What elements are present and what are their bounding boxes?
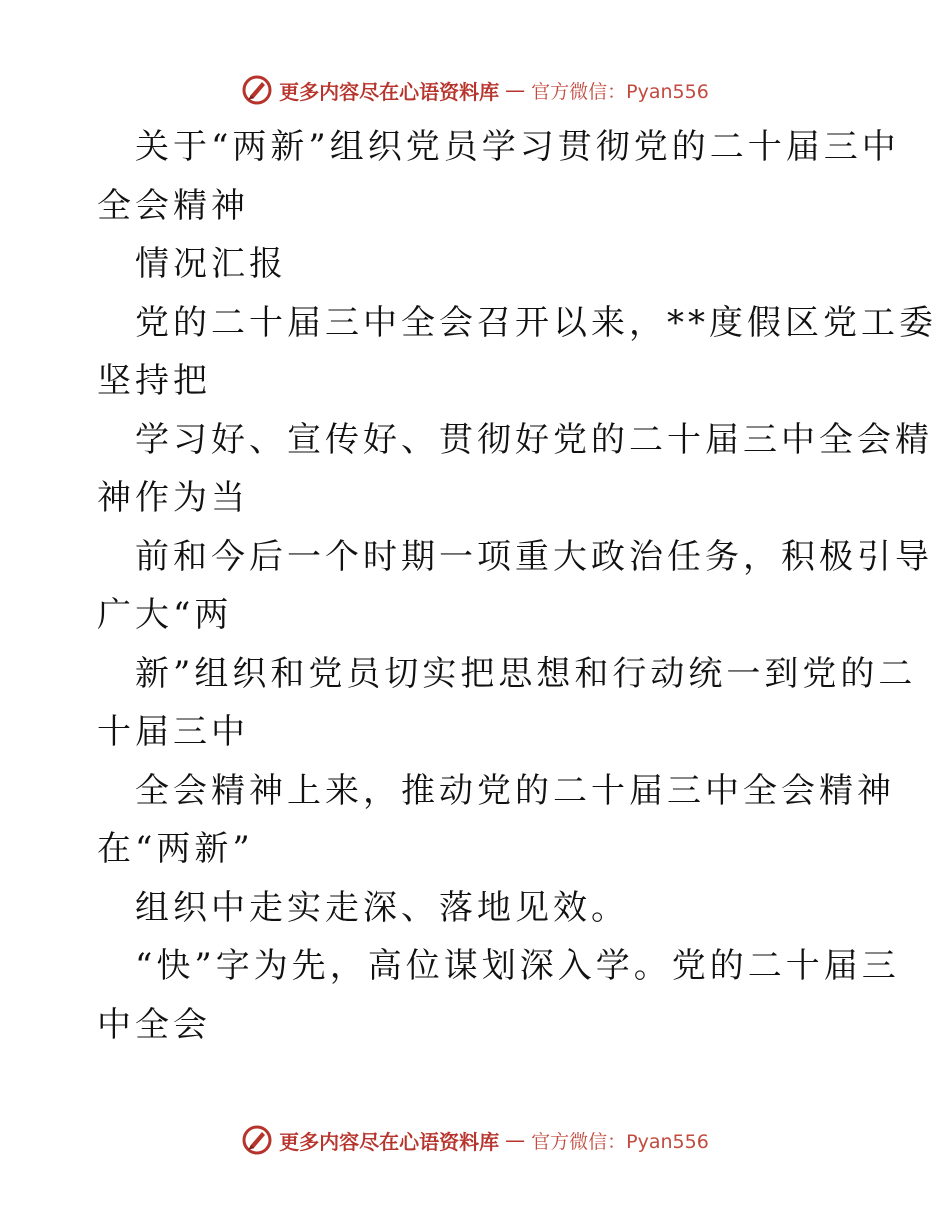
document-line: 全会精神 bbox=[97, 185, 249, 226]
header-watermark bbox=[0, 70, 950, 110]
document-line: 十届三中 bbox=[97, 712, 249, 752]
document-line: 学习好、宣传好、贯彻好党的二十届三中全会精 bbox=[135, 419, 933, 460]
document-line: 关于“两新”组织党员学习贯彻党的二十届三中 bbox=[135, 127, 900, 167]
document-body bbox=[97, 118, 937, 1054]
quill-seal-icon bbox=[241, 74, 273, 106]
watermark-separator: — bbox=[505, 1128, 526, 1152]
watermark-separator: — bbox=[505, 78, 526, 102]
document-line: 组织中走实走深、落地见效。 bbox=[135, 887, 629, 928]
document-line: 党的二十届三中全会召开以来，**度假区党工委 bbox=[135, 302, 937, 343]
document-line: 全会精神上来，推动党的二十届三中全会精神 bbox=[135, 770, 895, 811]
document-line: 广大“两 bbox=[97, 595, 233, 635]
document-line: 新”组织和党员切实把思想和行动统一到党的二 bbox=[135, 653, 917, 694]
watermark-site-text: 更多内容尽在心语资料库 bbox=[279, 79, 500, 104]
watermark-wechat: 官方微信：Pyan556 bbox=[531, 80, 709, 103]
quill-seal-icon bbox=[241, 1124, 273, 1156]
footer-watermark bbox=[0, 1120, 950, 1160]
document-line: 中全会 bbox=[97, 1004, 211, 1045]
document-line: 神作为当 bbox=[97, 478, 249, 518]
document-line: “快”字为先，高位谋划深入学。党的二十届三 bbox=[135, 946, 900, 986]
document-line: 在“两新” bbox=[97, 829, 254, 869]
watermark-wechat: 官方微信：Pyan556 bbox=[531, 1130, 709, 1153]
document-line: 坚持把 bbox=[97, 361, 211, 401]
document-line: 前和今后一个时期一项重大政治任务，积极引导 bbox=[135, 536, 933, 577]
watermark-site-text: 更多内容尽在心语资料库 bbox=[279, 1129, 500, 1154]
document-line: 情况汇报 bbox=[135, 244, 287, 284]
